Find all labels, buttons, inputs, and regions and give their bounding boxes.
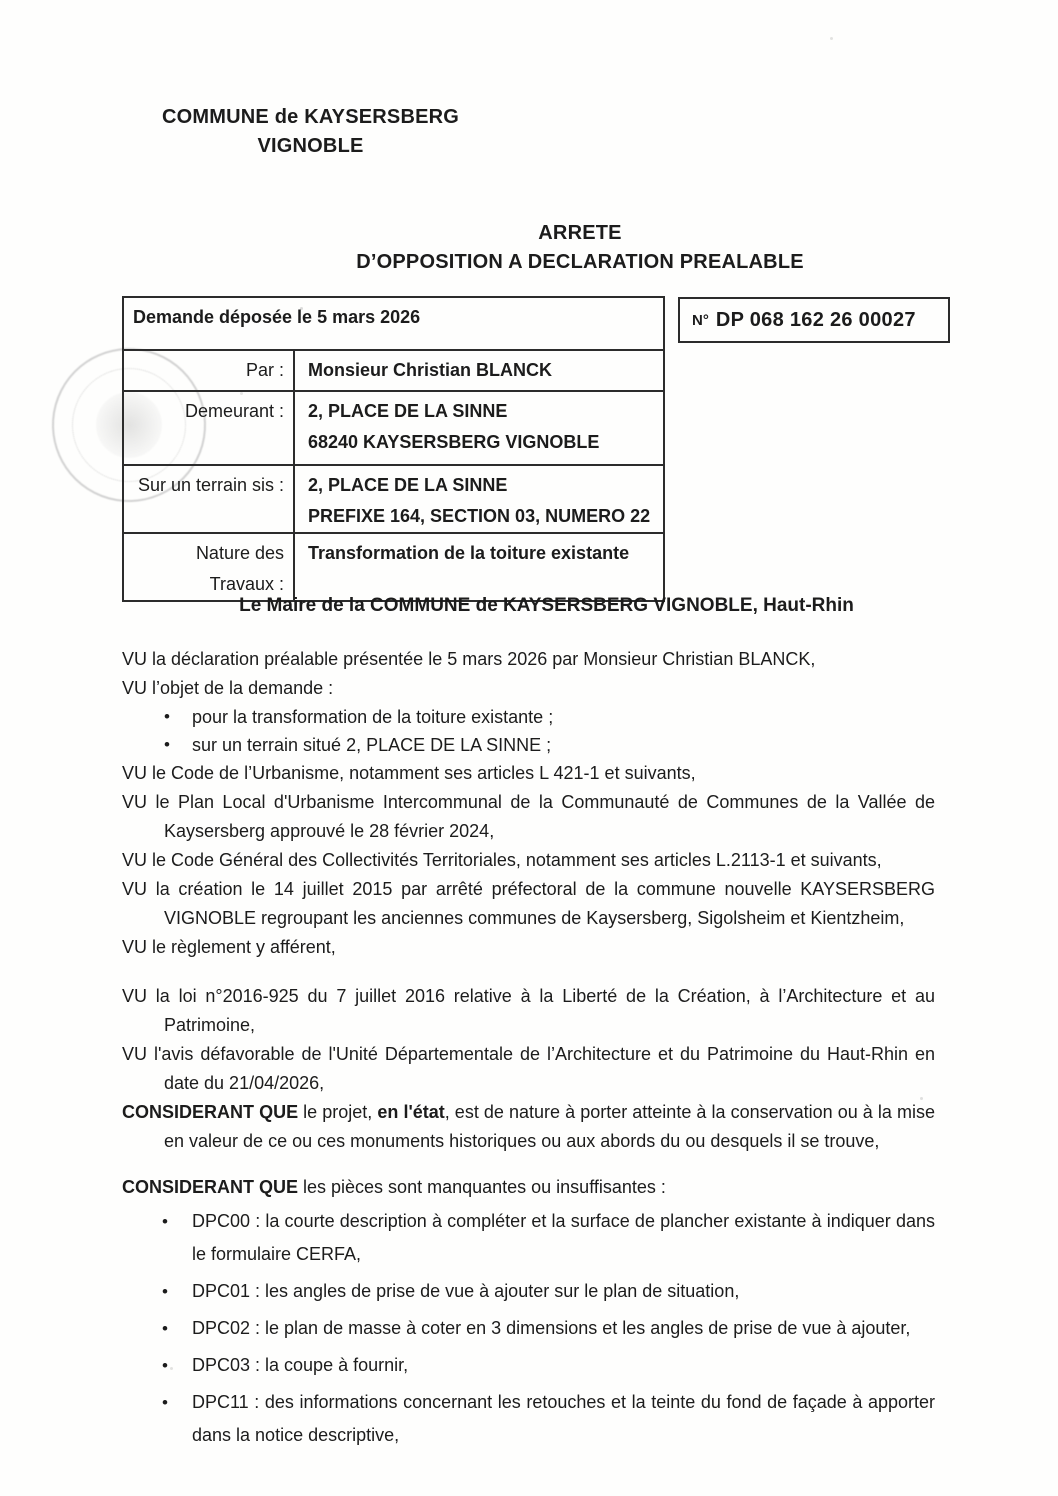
list-item: • pour la transformation de la toiture existante ; (122, 703, 935, 731)
title-line1: ARRETE (538, 222, 622, 244)
row-label-terrain: Sur un terrain sis : (123, 465, 294, 533)
paragraph-vu-avis-udap: VU l'avis défavorable de l'Unité Départementale de l’Architecture et du Patrimoine du Haut-Rhin en date du 21/04/2026, (122, 1044, 935, 1093)
paragraph-vu-objet: VU l’objet de la demande : (122, 678, 334, 698)
value-line: Monsieur Christian BLANCK (308, 360, 553, 380)
request-table (122, 296, 665, 602)
row-value-travaux (294, 533, 664, 601)
row-label-par: Par : (123, 350, 294, 391)
value-line: 68240 KAYSERSBERG VIGNOBLE (308, 432, 600, 452)
paragraph-considerant-pieces (122, 1173, 935, 1202)
paragraph-vu-loi: VU la loi n°2016-925 du 7 juillet 2016 relative à la Liberté de la Création, à l’Architecture et au Patrimoine, (122, 986, 935, 1035)
table-row-terrain (123, 465, 664, 533)
value-line: 2, PLACE DE LA SINNE (308, 401, 508, 421)
table-row-travaux (123, 533, 664, 601)
paragraph-vu-reglement: VU le règlement y afférent, (122, 937, 336, 957)
paragraph-vu-cgct: VU le Code Général des Collectivités Territoriales, notamment ses articles L.2113-1 et suivants, (122, 850, 882, 870)
paragraph-vu-plui: VU le Plan Local d'Urbanisme Intercommunal de la Communauté de Communes de la Vallée de Kaysersberg approuvé le 28 février 2024, (122, 792, 935, 841)
table-header-row (123, 297, 664, 350)
objet-bullet-list (122, 703, 935, 759)
list-item-dpc03: • DPC03 : la coupe à fournir, (122, 1349, 935, 1382)
list-item-dpc00: • DPC00 : la courte description à compléter et la surface de plancher existante à indiquer dans le formulaire CERFA, (122, 1205, 935, 1271)
considerant-emphasis: en l'état (377, 1102, 445, 1122)
title-line2: D’OPPOSITION A DECLARATION PREALABLE (356, 251, 804, 273)
dossier-number-box (678, 297, 950, 343)
row-value-par (294, 350, 664, 391)
value-line: 2, PLACE DE LA SINNE (308, 475, 508, 495)
table-header-cell: Demande déposée le 5 mars 2026 (123, 297, 664, 350)
document-body (122, 645, 935, 1452)
list-item-dpc02: • DPC02 : le plan de masse à coter en 3 dimensions et les angles de prise de vue à ajouter, (122, 1312, 935, 1345)
commune-name-line2: VIGNOBLE (257, 135, 364, 157)
table-row-par (123, 350, 664, 391)
considerant-text: le projet, (298, 1102, 378, 1122)
maire-heading: Le Maire de la COMMUNE de KAYSERSBERG VIGNOBLE, Haut-Rhin (239, 595, 854, 616)
paragraph-vu-code-urbanisme: VU le Code de l’Urbanisme, notamment ses articles L 421-1 et suivants, (122, 763, 696, 783)
value-line: PREFIXE 164, SECTION 03, NUMERO 22 (308, 506, 651, 526)
dossier-number-value: DP 068 162 26 00027 (715, 308, 916, 331)
commune-header (162, 103, 459, 161)
considerant-text: , est de nature à porter atteinte à la conservation ou à la mise en valeur de ce ou ces monuments historiques ou aux abords du ou desquels il se trouve, (164, 1102, 935, 1151)
row-label-demeurant: Demeurant : (123, 391, 294, 465)
pieces-manquantes-list (122, 1205, 935, 1452)
paragraph-vu-creation-commune: VU la création le 14 juillet 2015 par arrêté préfectoral de la commune nouvelle KAYSERSBERG VIGNOBLE regroupant les anciennes communes de Kaysersberg, Sigolsheim et Kientzheim, (122, 879, 935, 928)
considerant-keyword: CONSIDERANT QUE (122, 1177, 299, 1197)
considerant-text: les pièces sont manquantes ou insuffisantes : (298, 1177, 666, 1197)
paragraph-vu-declaration: VU la déclaration préalable présentée le 5 mars 2026 par Monsieur Christian BLANCK, (122, 649, 816, 669)
document-title (225, 219, 935, 277)
paragraph-considerant-atteinte (122, 1098, 935, 1156)
table-row-demeurant (123, 391, 664, 465)
dossier-number-prefix: N° (692, 311, 709, 329)
list-item: • sur un terrain situé 2, PLACE DE LA SINNE ; (122, 731, 935, 759)
commune-name-line1: COMMUNE de KAYSERSBERG (162, 106, 460, 128)
row-label-travaux: Nature des Travaux : (123, 533, 294, 601)
considerant-keyword: CONSIDERANT QUE (122, 1102, 299, 1122)
row-value-terrain (294, 465, 664, 533)
row-value-demeurant (294, 391, 664, 465)
value-line: Transformation de la toiture existante (308, 543, 630, 563)
list-item-dpc01: • DPC01 : les angles de prise de vue à ajouter sur le plan de situation, (122, 1275, 935, 1308)
list-item-dpc11: • DPC11 : des informations concernant les retouches et la teinte du fond de façade à apporter dans la notice descriptive, (122, 1386, 935, 1452)
